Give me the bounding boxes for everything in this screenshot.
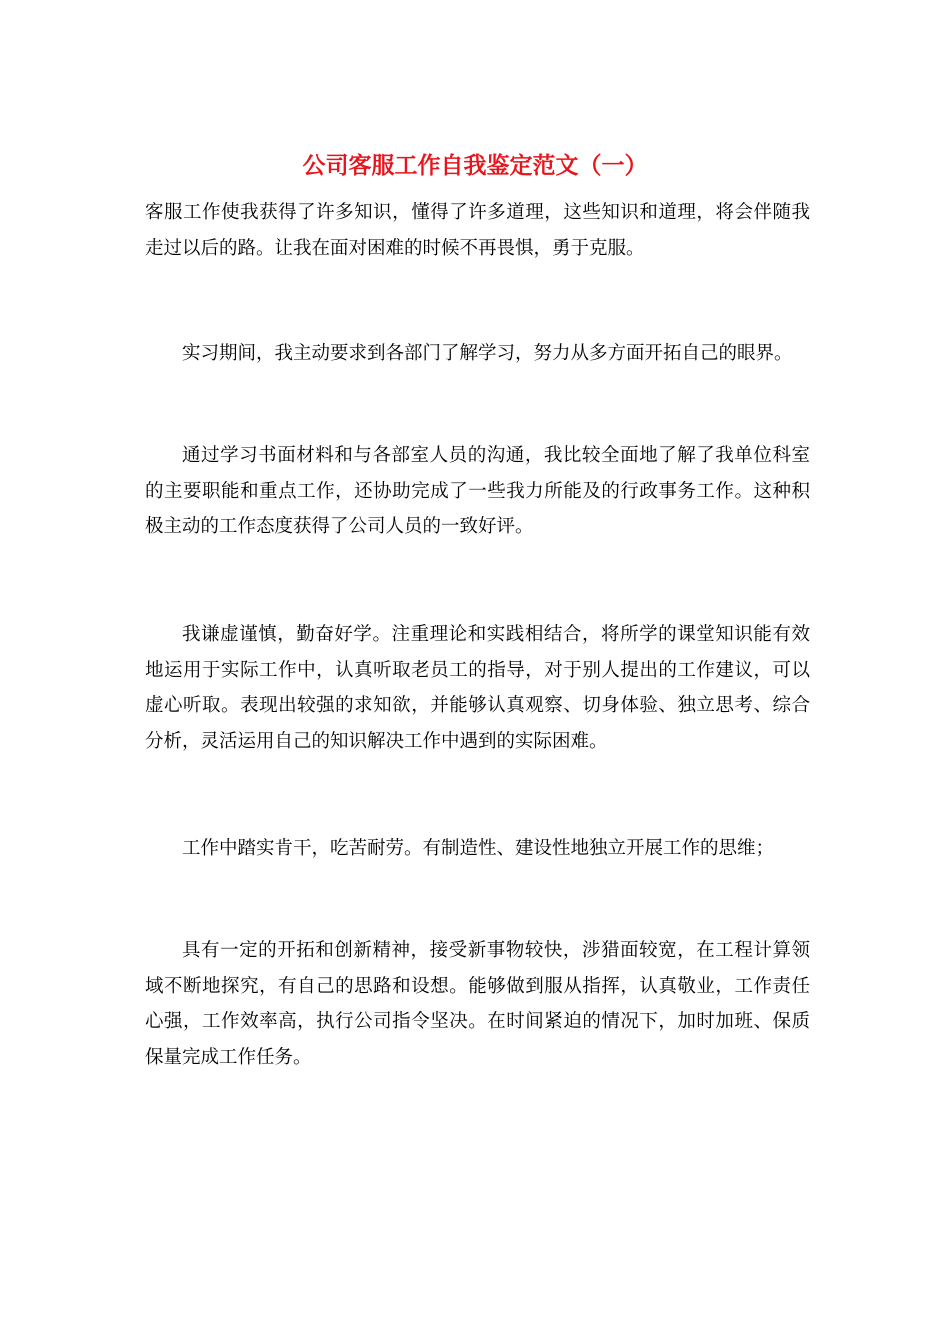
paragraph-learning: 通过学习书面材料和与各部室人员的沟通，我比较全面地了解了我单位科室的主要职能和重点工作，还协助完成了一些我力所能及的行政事务工作。这种积极主动的工作态度获得了公司人员的一致好评。 (145, 445, 810, 537)
paragraph-internship: 实习期间，我主动要求到各部门了解学习，努力从多方面开拓自己的眼界。 (182, 343, 793, 364)
paragraph-innovation: 具有一定的开拓和创新精神，接受新事物较快，涉猎面较宽，在工程计算领域不断地探究，有自己的思路和设想。能够做到服从指挥，认真敬业，工作责任心强，工作效率高，执行公司指令坚决。在时间紧迫的情况下，加时加班、保质保量完成工作任务。 (145, 940, 810, 1068)
paragraph-intro: 客服工作使我获得了许多知识，懂得了许多道理，这些知识和道理，将会伴随我走过以后的路。让我在面对困难的时候不再畏惧，勇于克服。 (145, 202, 810, 259)
document-title: 公司客服工作自我鉴定范文（一） (302, 152, 648, 179)
paragraph-attitude: 我谦虚谨慎，勤奋好学。注重理论和实践相结合，将所学的课堂知识能有效地运用于实际工作中，认真听取老员工的指导，对于别人提出的工作建议，可以虚心听取。表现出较强的求知欲，并能够认真观察、切身体验、独立思考、综合分析，灵活运用自己的知识解决工作中遇到的实际困难。 (145, 624, 810, 752)
paragraph-work-style: 工作中踏实肯干，吃苦耐劳。有制造性、建设性地独立开展工作的思维； (182, 838, 775, 859)
